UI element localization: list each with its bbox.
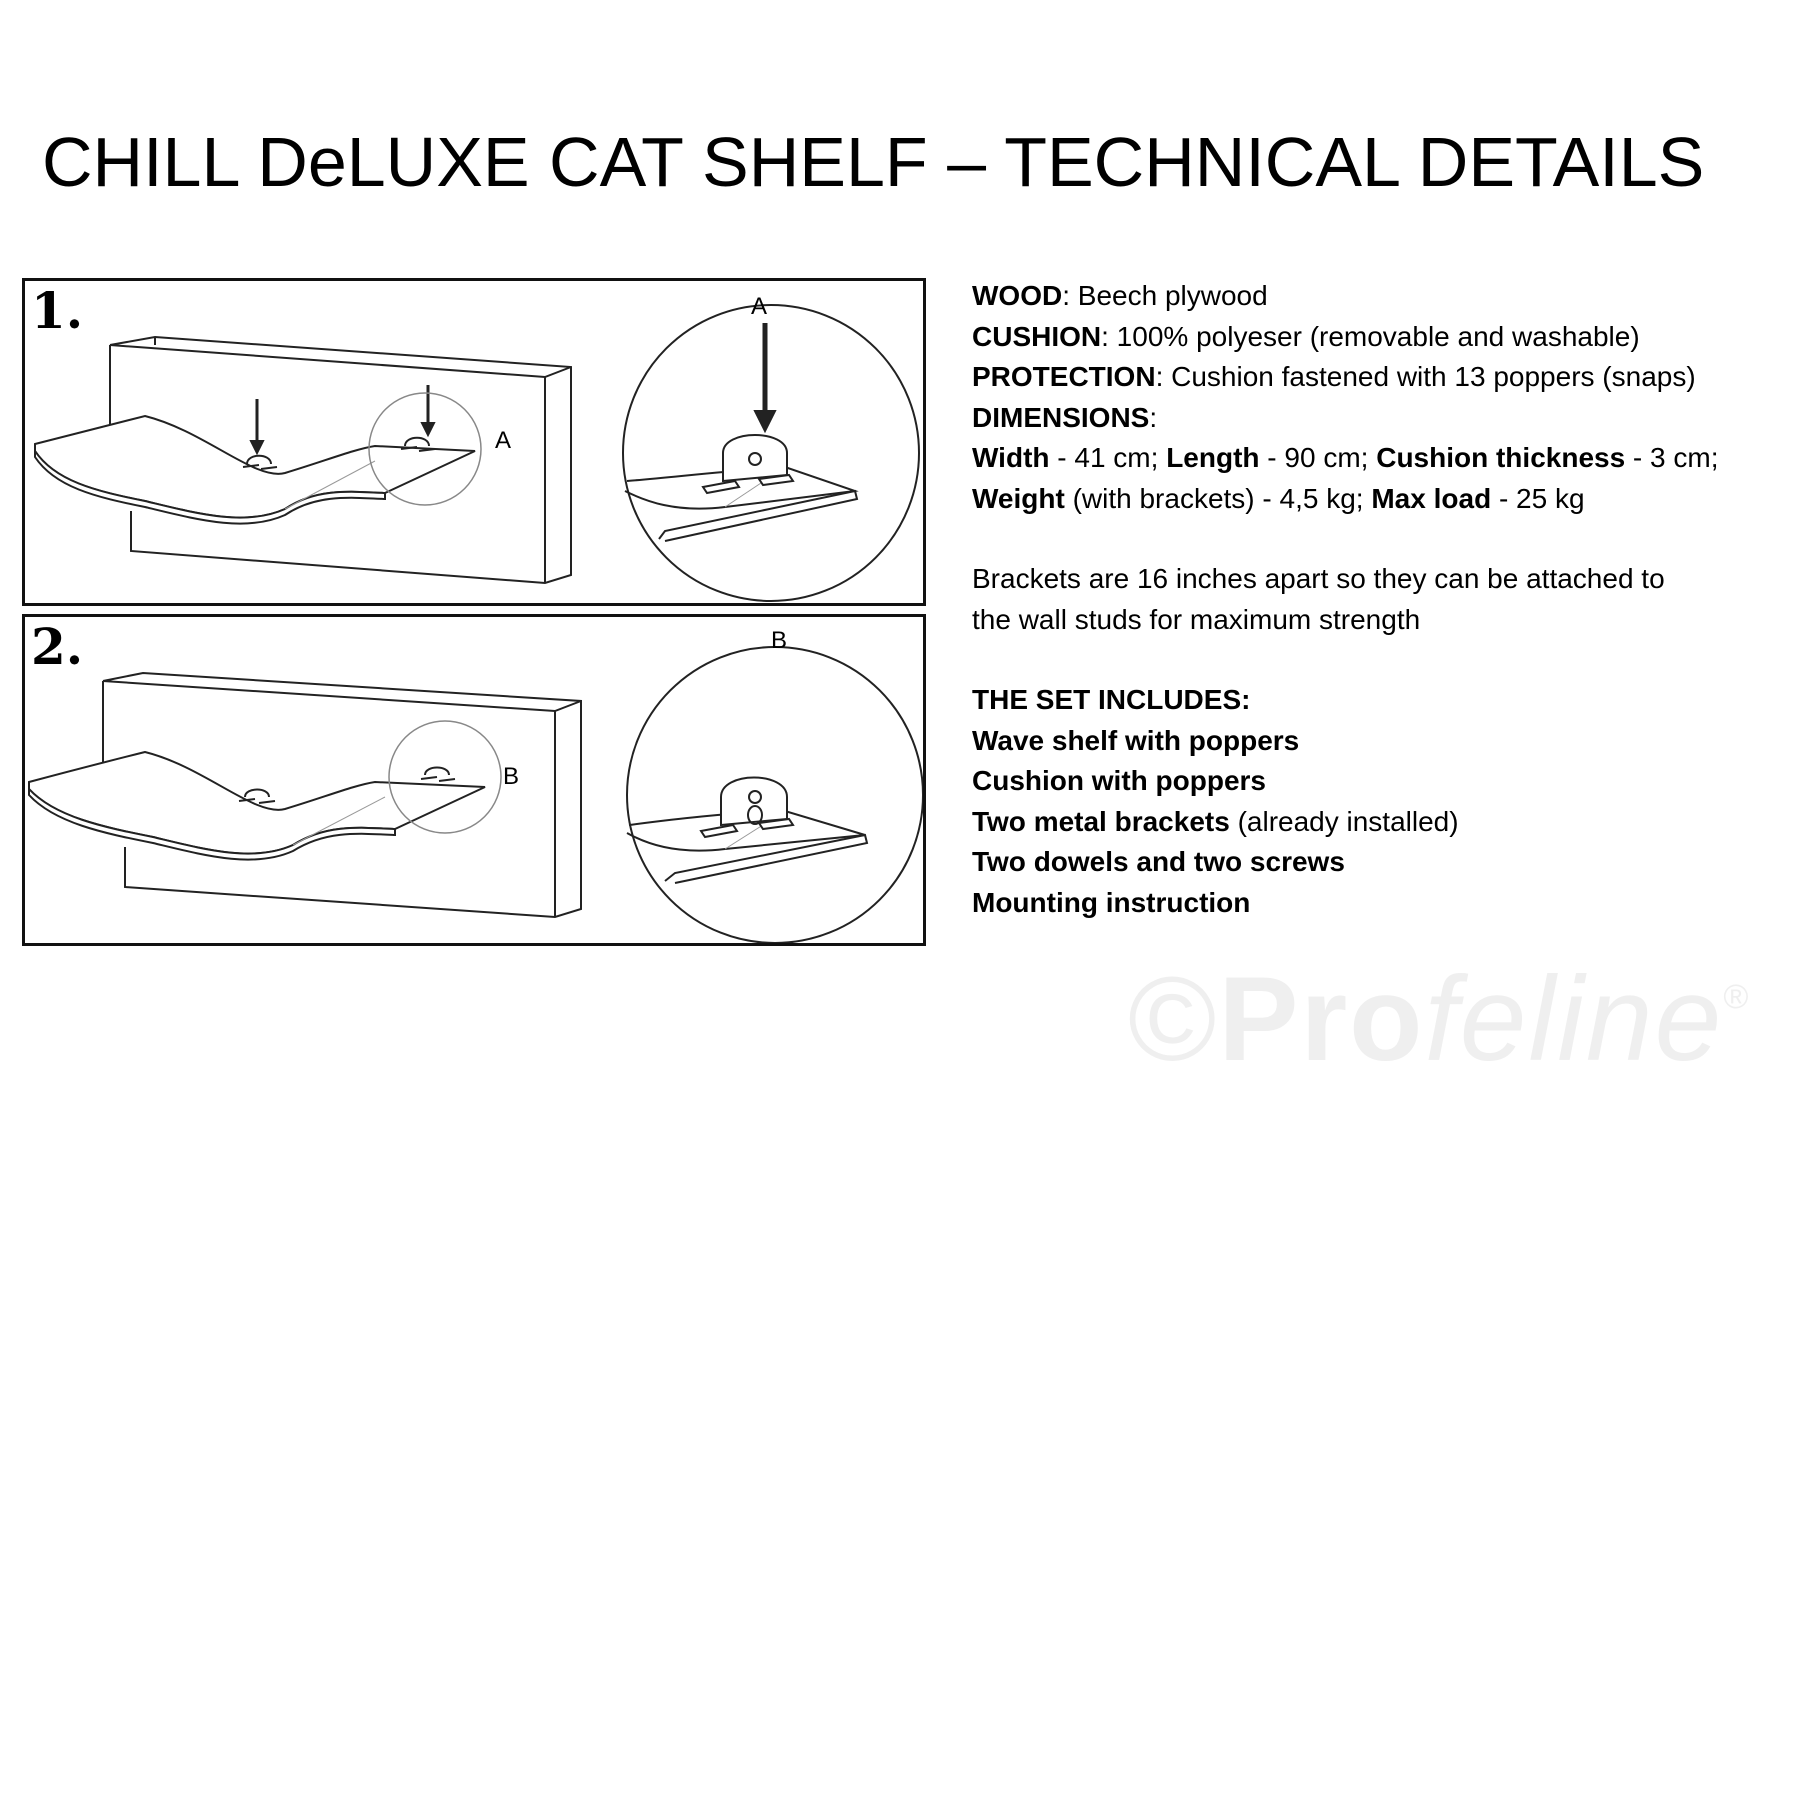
specifications xyxy=(972,276,1782,923)
spec-protection xyxy=(972,357,1782,398)
spec-dimensions xyxy=(972,398,1782,439)
spec-weight-value: (with brackets) - 4,5 kg; xyxy=(1064,482,1372,514)
brackets-note-line-1: Brackets are 16 inches apart so they can be attached to xyxy=(972,563,1665,594)
spec-wood-label: WOOD xyxy=(972,280,1063,311)
spec-weight-label: Weight xyxy=(972,482,1065,514)
spec-size-line xyxy=(972,438,1782,479)
spec-maxload-label: Max load xyxy=(1371,482,1492,514)
spec-cushion-value: : 100% polyeser (removable and washable) xyxy=(1101,320,1640,352)
spec-protection-label: PROTECTION xyxy=(972,361,1156,392)
step-1-number: 1. xyxy=(31,281,84,340)
spec-width-label: Width xyxy=(972,442,1050,473)
spec-cushion-label: CUSHION xyxy=(972,320,1102,352)
step-2-number: 2. xyxy=(31,617,84,676)
step-2-illustration xyxy=(25,617,923,943)
step-1-detail-label: A xyxy=(751,293,768,320)
spec-dimensions-colon: : xyxy=(1149,401,1158,433)
watermark-feline: feline xyxy=(1424,952,1724,1086)
spec-wood-value: : Beech plywood xyxy=(1062,280,1268,311)
step-1-panel xyxy=(22,278,926,606)
spec-dimensions-label: DIMENSIONS xyxy=(972,401,1150,433)
spec-thickness-value: - 3 cm; xyxy=(1625,442,1719,473)
spec-wood xyxy=(972,276,1782,317)
spec-protection-value: : Cushion fastened with 13 poppers (snaps) xyxy=(1155,361,1696,392)
profeline-watermark xyxy=(1128,950,1750,1088)
watermark-registered: ® xyxy=(1723,978,1751,1016)
set-item-shelf: Wave shelf with poppers xyxy=(972,724,1300,756)
set-item-cushion: Cushion with poppers xyxy=(972,765,1266,796)
spec-maxload-value: - 25 kg xyxy=(1491,482,1585,514)
spec-length-value: - 90 cm; xyxy=(1259,442,1377,473)
spec-cushion xyxy=(972,317,1782,358)
spec-width-value: - 41 cm; xyxy=(1049,442,1167,473)
step-2-panel xyxy=(22,614,926,946)
set-item-instruction: Mounting instruction xyxy=(972,886,1251,918)
page-title: CHILL DeLUXE CAT SHELF – TECHNICAL DETAILS xyxy=(42,123,1705,201)
spec-length-label: Length xyxy=(1166,442,1260,473)
set-heading: THE SET INCLUDES: xyxy=(972,684,1251,715)
brackets-note-line-2: the wall studs for maximum strength xyxy=(972,603,1421,635)
watermark-pro: Pro xyxy=(1218,952,1425,1086)
step-1-illustration xyxy=(25,281,923,603)
watermark-copyright: © xyxy=(1128,952,1219,1086)
set-item-brackets xyxy=(972,802,1782,843)
step-2-callout: B xyxy=(503,763,520,790)
spec-thickness-label: Cushion thickness xyxy=(1376,442,1626,473)
spec-weight-line xyxy=(972,479,1782,520)
step-1-callout: A xyxy=(495,427,512,454)
set-item-brackets-note: (already installed) xyxy=(1229,805,1459,837)
set-item-brackets-label: Two metal brackets xyxy=(972,805,1230,837)
set-item-dowels: Two dowels and two screws xyxy=(972,846,1345,877)
step-2-detail-label: B xyxy=(771,627,788,654)
